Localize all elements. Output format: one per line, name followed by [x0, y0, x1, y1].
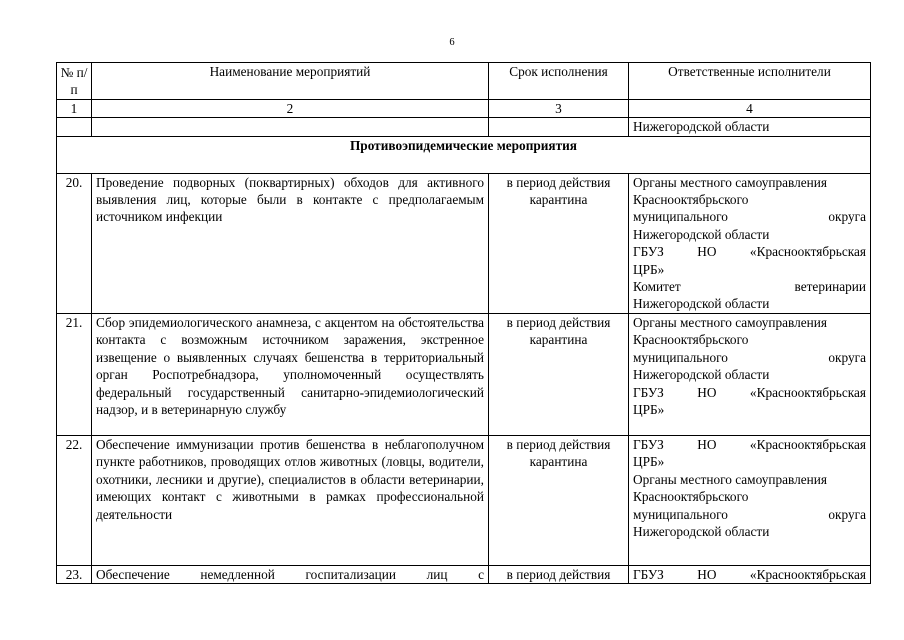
- column-number: 2: [92, 99, 489, 117]
- responsible-line: Нижегородской области: [633, 367, 770, 383]
- header-name: Наименование мероприятий: [92, 63, 489, 100]
- responsible-line: Краснооктябрьского: [633, 332, 749, 348]
- table-cell: [57, 118, 92, 136]
- column-number: 1: [57, 99, 92, 117]
- table-row: [57, 313, 871, 435]
- row-responsible: [629, 313, 871, 435]
- row-number: 23.: [57, 565, 92, 583]
- responsible-line: муниципального округа: [633, 209, 866, 225]
- responsible-line: муниципального округа: [633, 349, 866, 365]
- column-number: 3: [489, 99, 629, 117]
- row-term: в период действия карантина: [489, 313, 629, 435]
- row-term: в период действия карантина: [489, 435, 629, 565]
- responsible-line: муниципального округа: [633, 506, 866, 522]
- responsible-line: Нижегородской области: [633, 523, 770, 539]
- page-number: 6: [449, 37, 455, 48]
- table-cell: [92, 118, 489, 136]
- row-name: Обеспечение немедленной госпитализации лиц с: [92, 565, 489, 583]
- table-row: [57, 435, 871, 565]
- row-responsible: [629, 435, 871, 565]
- row-number: 21.: [57, 313, 92, 435]
- table-cell: [489, 118, 629, 136]
- responsible-line: Органы местного самоуправления: [633, 314, 828, 330]
- row-term: в период действия карантина: [489, 173, 629, 313]
- section-title: Противоэпидемические мероприятия: [57, 136, 871, 173]
- continuation-responsible: Нижегородской области: [629, 118, 871, 136]
- row-name: Обеспечение иммунизации против бешенства в неблагополучном пункте работников, проводящих отлов животных (ловцы, водители, охотники, лесники и другие), специалистов в области ветеринарии, имеющих контакт с животными в рамках профессиональной деятельности: [92, 435, 489, 565]
- column-number-row: [57, 99, 871, 117]
- responsible-line: Нижегородской области: [633, 296, 770, 312]
- measures-table: [56, 62, 871, 584]
- responsible-line: ГБУЗ НО «Краснооктябрьская: [633, 436, 866, 452]
- row-name: Сбор эпидемиологического анамнеза, с акцентом на обстоятельства контакта с возможным источником заражения, экстренное извещение о выявленных случаях бешенства в территориальный орган Роспотребнадзора, уполномоченный осуществлять федеральный государственный санитарно-эпидемиологический надзор, и в ветеринарную службу: [92, 313, 489, 435]
- responsible-line: Органы местного самоуправления: [633, 471, 828, 487]
- column-number: 4: [629, 99, 871, 117]
- responsible-line: ЦРБ»: [633, 401, 665, 417]
- responsible-line: ГБУЗ НО «Краснооктябрьская: [633, 244, 866, 260]
- responsible-line: ЦРБ»: [633, 261, 665, 277]
- header-responsible: Ответственные исполнители: [629, 63, 871, 100]
- header-term: Срок исполнения: [489, 63, 629, 100]
- row-responsible: [629, 173, 871, 313]
- responsible-line: Органы местного самоуправления: [633, 174, 828, 190]
- row-term: в период действия: [489, 565, 629, 583]
- row-number: 22.: [57, 435, 92, 565]
- row-responsible: ГБУЗ НО «Краснооктябрьская: [629, 565, 871, 583]
- responsible-line: ЦРБ»: [633, 454, 665, 470]
- header-num: № п/п: [57, 63, 92, 100]
- table-header-row: [57, 63, 871, 100]
- row-number: 20.: [57, 173, 92, 313]
- responsible-line: Нижегородской области: [633, 226, 770, 242]
- table-row: [57, 565, 871, 583]
- responsible-line: ГБУЗ НО «Краснооктябрьская: [633, 384, 866, 400]
- section-row: [57, 136, 871, 173]
- continuation-row: [57, 118, 871, 136]
- responsible-line: Комитет ветеринарии: [633, 279, 866, 295]
- table-row: [57, 173, 871, 313]
- row-name: Проведение подворных (поквартирных) обходов для активного выявления лиц, которые были в контакте с предполагаемым источником инфекции: [92, 173, 489, 313]
- responsible-line: Краснооктябрьского: [633, 489, 749, 505]
- responsible-line: Краснооктябрьского: [633, 192, 749, 208]
